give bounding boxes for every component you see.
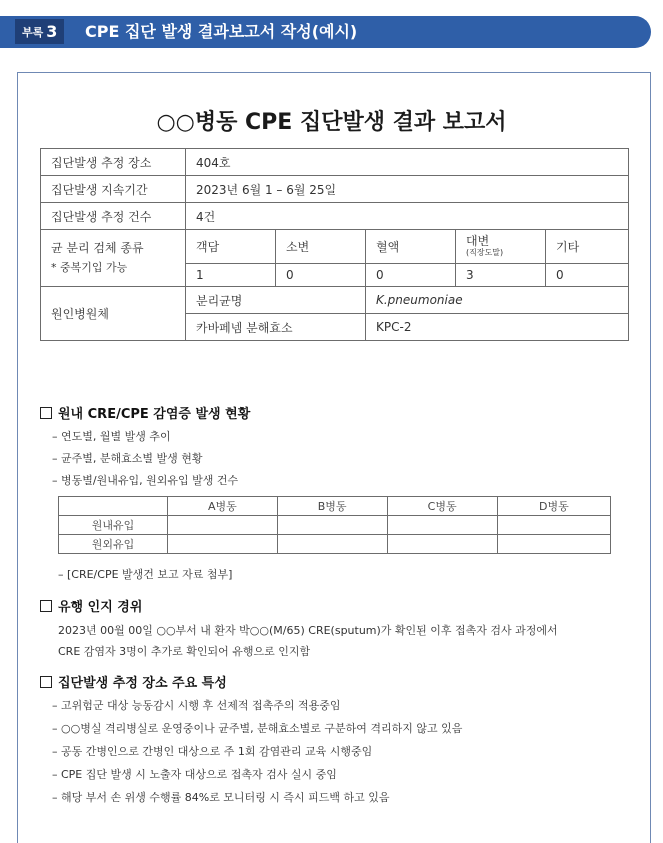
section1-heading: 원내 CRE/CPE 감염증 발생 현황 — [58, 407, 251, 422]
section3-heading-row — [40, 672, 227, 691]
appendix-number: 3 — [46, 22, 58, 41]
count-row — [41, 203, 629, 230]
specimen-type-blood: 혈액 — [366, 230, 456, 264]
specimen-count-blood: 0 — [366, 264, 456, 287]
list-item: – 해당 부서 손 위생 수행률 84%로 모니터링 시 즉시 피드백 하고 있음 — [52, 791, 390, 804]
table-cell — [168, 516, 278, 535]
specimen-count-sputum: 1 — [186, 264, 276, 287]
location-row — [41, 149, 629, 176]
table-cell — [497, 535, 610, 554]
section2-paragraph — [58, 620, 633, 662]
ward-row-inhospital: 원내유입 — [59, 516, 168, 535]
specimen-count-other: 0 — [546, 264, 629, 287]
location-label: 집단발생 추정 장소 — [41, 149, 186, 176]
count-value: 4건 — [186, 203, 629, 230]
checkbox-square-icon — [40, 676, 52, 688]
specimen-note: * 중복기입 가능 — [51, 261, 128, 274]
appendix-tag — [15, 19, 64, 44]
duration-value: 2023년 6월 1 – 6월 25일 — [186, 176, 629, 203]
specimen-type-sputum: 객담 — [186, 230, 276, 264]
table-cell — [168, 535, 278, 554]
appendix-label: 부록 — [22, 25, 44, 39]
ward-col-d: D병동 — [497, 497, 610, 516]
section2-line1: 2023년 00월 00일 ○○부서 내 환자 박○○(M/65) CRE(sputum)가 확인된 이후 접촉자 검사 과정에서 — [58, 624, 558, 637]
specimen-type-stool-cell — [456, 230, 546, 264]
table-cell — [497, 516, 610, 535]
table-cell — [277, 535, 387, 554]
duration-row — [41, 176, 629, 203]
ward-row-external: 원외유입 — [59, 535, 168, 554]
section2-heading: 유행 인지 경위 — [58, 600, 143, 615]
section1-bullets — [52, 426, 238, 492]
list-item: – 병동별/원내유입, 원외유입 발생 건수 — [52, 474, 239, 487]
organism-label: 분리균명 — [186, 287, 366, 314]
organism-row — [41, 287, 629, 314]
checkbox-square-icon — [40, 600, 52, 612]
table-row — [59, 516, 611, 535]
checkbox-square-icon — [40, 407, 52, 419]
enzyme-value: KPC-2 — [366, 314, 629, 341]
specimen-type-stool: 대변 — [466, 234, 490, 248]
table-row — [59, 535, 611, 554]
section2-heading-row — [40, 596, 142, 615]
section3-heading: 집단발생 추정 장소 주요 특성 — [58, 676, 227, 691]
table-cell — [277, 516, 387, 535]
ward-col-c: C병동 — [387, 497, 497, 516]
ward-table — [58, 496, 611, 554]
attachment-note: – [CRE/CPE 발생건 보고 자료 첨부] — [58, 568, 233, 581]
specimen-count-urine: 0 — [276, 264, 366, 287]
list-item: – 연도별, 월별 발생 추이 — [52, 430, 171, 443]
duration-label: 집단발생 지속기간 — [41, 176, 186, 203]
count-label: 집단발생 추정 건수 — [41, 203, 186, 230]
specimen-label-cell — [41, 230, 186, 287]
specimen-type-stool-sub: (직장도말) — [466, 248, 504, 257]
list-item: – 공동 간병인으로 간병인 대상으로 주 1회 감염관리 교육 시행중임 — [52, 745, 373, 758]
report-title: ○○병동 CPE 집단발생 결과 보고서 — [156, 110, 507, 135]
ward-header-row — [59, 497, 611, 516]
ward-col-b: B병동 — [277, 497, 387, 516]
section3-bullets — [52, 694, 462, 809]
pathogen-label: 원인병원체 — [41, 287, 186, 341]
ward-corner-cell — [59, 497, 168, 516]
enzyme-label: 카바페넴 분해효소 — [186, 314, 366, 341]
list-item: – CPE 집단 발생 시 노출자 대상으로 접촉자 검사 실시 중임 — [52, 768, 337, 781]
list-item: – 균주별, 분해효소별 발생 현황 — [52, 452, 203, 465]
appendix-title: CPE 집단 발생 결과보고서 작성(예시) — [85, 22, 358, 41]
specimen-type-other: 기타 — [546, 230, 629, 264]
specimen-count-stool: 3 — [456, 264, 546, 287]
list-item: – 고위험군 대상 능동감시 시행 후 선제적 접촉주의 적용중임 — [52, 699, 341, 712]
ward-col-a: A병동 — [168, 497, 278, 516]
specimen-type-row — [41, 230, 629, 264]
section1-heading-row — [40, 403, 250, 422]
section2-line2: CRE 감염자 3명이 추가로 확인되어 유행으로 인지함 — [58, 645, 311, 658]
specimen-label: 균 분리 검체 종류 — [51, 241, 144, 255]
specimen-type-urine: 소변 — [276, 230, 366, 264]
table-cell — [387, 516, 497, 535]
location-value: 404호 — [186, 149, 629, 176]
table-cell — [387, 535, 497, 554]
list-item: – ○○병실 격리병실로 운영중이나 균주별, 분해효소별로 구분하여 격리하지 않고 있음 — [52, 722, 463, 735]
organism-value: K.pneumoniae — [366, 287, 629, 314]
summary-table — [40, 148, 629, 341]
